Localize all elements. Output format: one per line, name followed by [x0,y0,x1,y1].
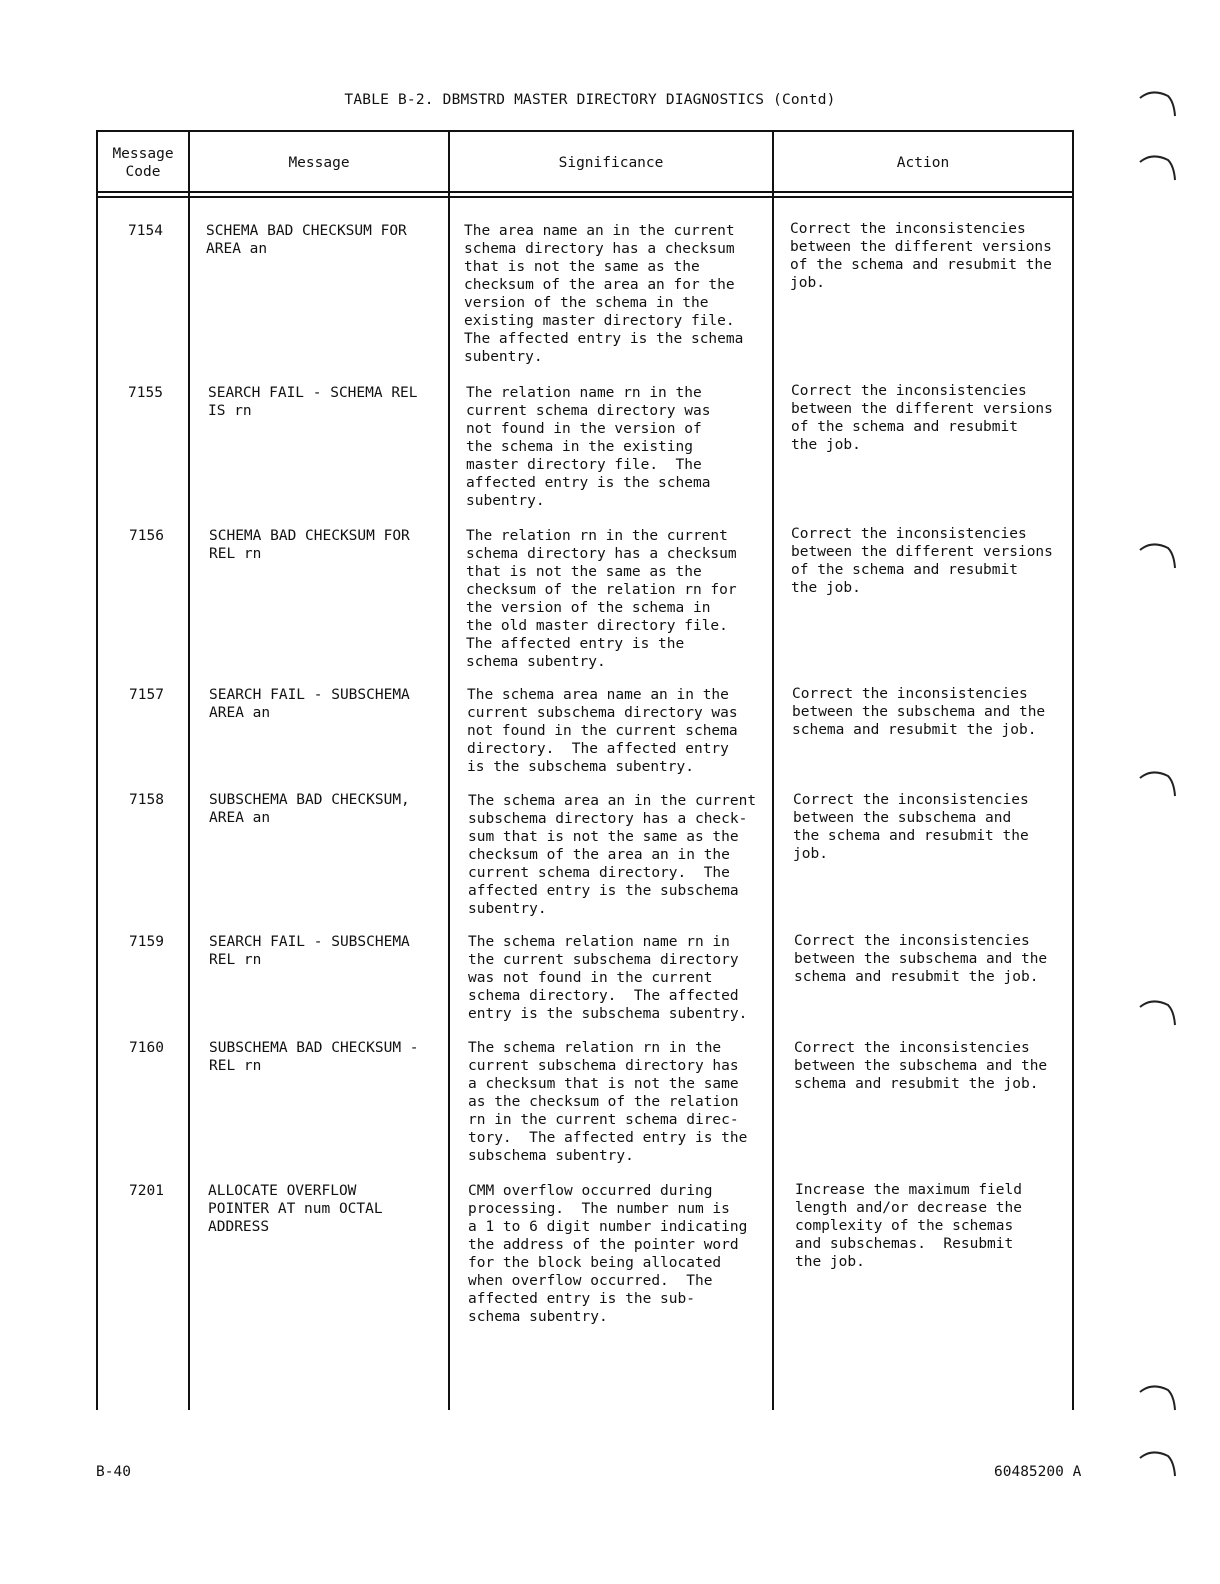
row-action: Correct the inconsistencies between the different versions of the schema and resubmit the job. [791,526,1053,596]
row-message: SCHEMA BAD CHECKSUM FOR AREA an [206,223,407,257]
row-significance: The schema area an in the current subschema directory has a check- sum that is not the same as the checksum of the area an in the current schema directory. The affected entry is the subschema subentry. [468,793,757,917]
row-message: SEARCH FAIL - SUBSCHEMA AREA an [209,687,410,721]
diagnostics-table [96,130,1074,1410]
row-action: Correct the inconsistencies between the subschema and the schema and resubmit the job. [792,686,1046,738]
column-border-code [188,130,190,1410]
header-divider-bottom [96,196,1074,198]
row-code: 7154 [128,223,163,239]
column-border-message [448,130,450,1410]
row-action: Correct the inconsistencies between the subschema and the schema and resubmit the job. [793,792,1029,862]
row-message: SUBSCHEMA BAD CHECKSUM, AREA an [209,792,410,826]
binder-ring-mark [1138,995,1178,1029]
row-code: 7156 [129,528,164,544]
row-action: Increase the maximum field length and/or decrease the complexity of the schemas and subschemas. Resubmit the job. [795,1182,1022,1270]
row-message: SEARCH FAIL - SCHEMA REL IS rn [208,385,418,419]
row-action: Correct the inconsistencies between the subschema and the schema and resubmit the job. [794,1040,1048,1092]
row-significance: The schema relation name rn in the current subschema directory was not found in the current schema directory. The affected entry is the subschema subentry. [468,934,748,1022]
row-significance: The relation name rn in the current schema directory was not found in the version of the schema in the existing master directory file. The affected entry is the schema subentry. [466,385,711,509]
document-number: 60485200 A [994,1464,1082,1480]
binder-ring-mark [1138,86,1178,120]
row-message: SEARCH FAIL - SUBSCHEMA REL rn [209,934,410,968]
row-action: Correct the inconsistencies between the different versions of the schema and resubmit the job. [790,221,1052,291]
row-code: 7160 [129,1040,164,1056]
column-border-left [96,130,98,1410]
row-significance: The relation rn in the current schema directory has a checksum that is not the same as the checksum of the relation rn for the version of the schema in the old master directory file. The affected entry is the schema subentry. [466,528,737,670]
header-message-code: Message Code [112,146,174,180]
row-message: ALLOCATE OVERFLOW POINTER AT num OCTAL ADDRESS [208,1183,383,1235]
row-code: 7157 [129,687,164,703]
column-border-significance [772,130,774,1410]
row-action: Correct the inconsistencies between the subschema and the schema and resubmit the job. [794,933,1048,985]
row-message: SUBSCHEMA BAD CHECKSUM - REL rn [209,1040,419,1074]
row-code: 7159 [129,934,164,950]
binder-ring-mark [1138,150,1178,184]
row-code: 7201 [129,1183,164,1199]
header-action: Action [896,155,950,171]
row-significance: The schema relation rn in the current subschema directory has a checksum that is not the same as the checksum of the relation rn in the current schema direc- tory. The affected entry is the subschema subentry. [468,1040,748,1164]
binder-ring-mark [1138,766,1178,800]
column-border-right [1072,130,1074,1410]
header-message: Message [288,155,350,171]
page-number: B-40 [96,1464,131,1480]
table-title: TABLE B-2. DBMSTRD MASTER DIRECTORY DIAGNOSTICS (Contd) [344,92,836,108]
row-message: SCHEMA BAD CHECKSUM FOR REL rn [209,528,410,562]
row-action: Correct the inconsistencies between the different versions of the schema and resubmit the job. [791,383,1053,453]
binder-ring-mark [1138,1446,1178,1480]
header-significance: Significance [558,155,664,171]
row-significance: The area name an in the current schema directory has a checksum that is not the same as the checksum of the area an for the version of the schema in the existing master directory file. The affected entry is the schema subentry. [464,223,744,365]
row-significance: The schema area name an in the current subschema directory was not found in the current schema directory. The affected entry is the subschema subentry. [467,687,738,775]
binder-ring-mark [1138,538,1178,572]
row-significance: CMM overflow occurred during processing. The number num is a 1 to 6 digit number indicating the address of the pointer word for the block being allocated when overflow occurred. The affected entry is the sub- schema subentry. [468,1183,748,1325]
row-code: 7155 [128,385,163,401]
row-code: 7158 [129,792,164,808]
binder-ring-mark [1138,1380,1178,1414]
